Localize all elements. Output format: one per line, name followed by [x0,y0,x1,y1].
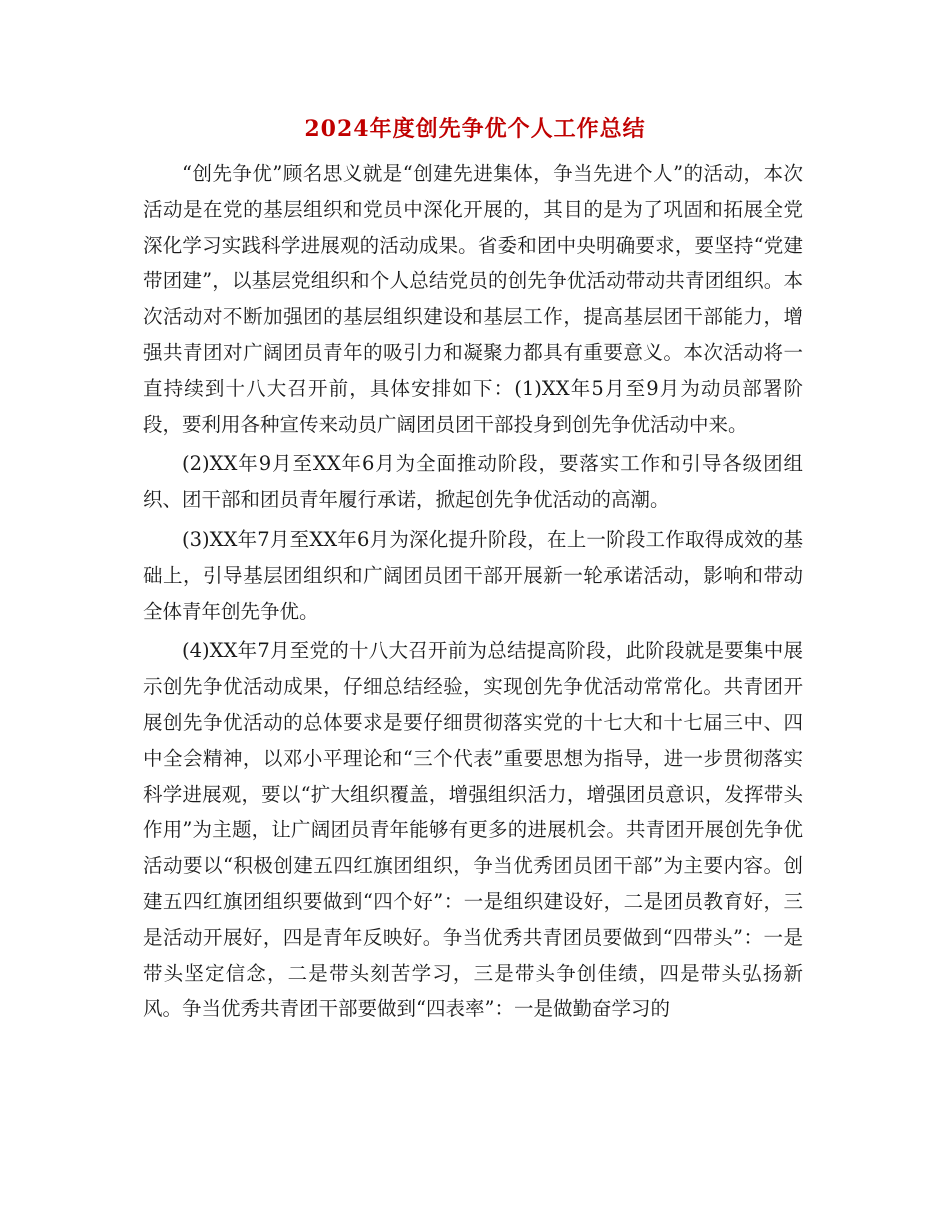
paragraph-1: “创先争优”顾名思义就是“创建先进集体，争当先进个人”的活动，本次活动是在党的基层组织和党员中深化开展的，其目的是为了巩固和拓展全党深化学习实践科学进展观的活动成果。省委和团中央明确要求，要坚持“党建带团建”，以基层党组织和个人总结党员的创先争优活动带动共青团组织。本次活动对不断加强团的基层组织建设和基层工作，提高基层团干部能力，增强共青团对广阔团员青年的吸引力和凝聚力都具有重要意义。本次活动将一直持续到十八大召开前，具体安排如下：(1)XX年5月至9月为动员部署阶段，要利用各种宣传来动员广阔团员团干部投身到创先争优活动中来。 [143,162,803,436]
document-body [143,156,803,1031]
document-title: 2024年度创先争优个人工作总结 [304,116,646,142]
paragraph-2: (2)XX年9月至XX年6月为全面推动阶段，要落实工作和引导各级团组织、团干部和团员青年履行承诺，掀起创先争优活动的高潮。 [143,452,803,512]
paragraph-4: (4)XX年7月至党的十八大召开前为总结提高阶段，此阶段就是要集中展示创先争优活动成果，仔细总结经验，实现创先争优活动常常化。共青团开展创先争优活动的总体要求是要仔细贯彻落实党的十七大和十七届三中、四中全会精神，以邓小平理论和“三个代表”重要思想为指导，进一步贯彻落实科学进展观，要以“扩大组织覆盖，增强组织活力，增强团员意识，发挥带头作用”为主题，让广阔团员青年能够有更多的进展机会。共青团开展创先争优活动要以“积极创建五四红旗团组织，争当优秀团员团干部”为主要内容。创建五四红旗团组织要做到“四个好”：一是组织建设好，二是团员教育好，三是活动开展好，四是青年反映好。争当优秀共青团员要做到“四带头”：一是带头坚定信念，二是带头刻苦学习，三是带头争创佳绩，四是带头弘扬新风。争当优秀共青团干部要做到“四表率”：一是做勤奋学习的 [143,639,803,1021]
paragraph-3: (3)XX年7月至XX年6月为深化提升阶段，在上一阶段工作取得成效的基础上，引导基层团组织和广阔团员团干部开展新一轮承诺活动，影响和带动全体青年创先争优。 [143,527,803,623]
